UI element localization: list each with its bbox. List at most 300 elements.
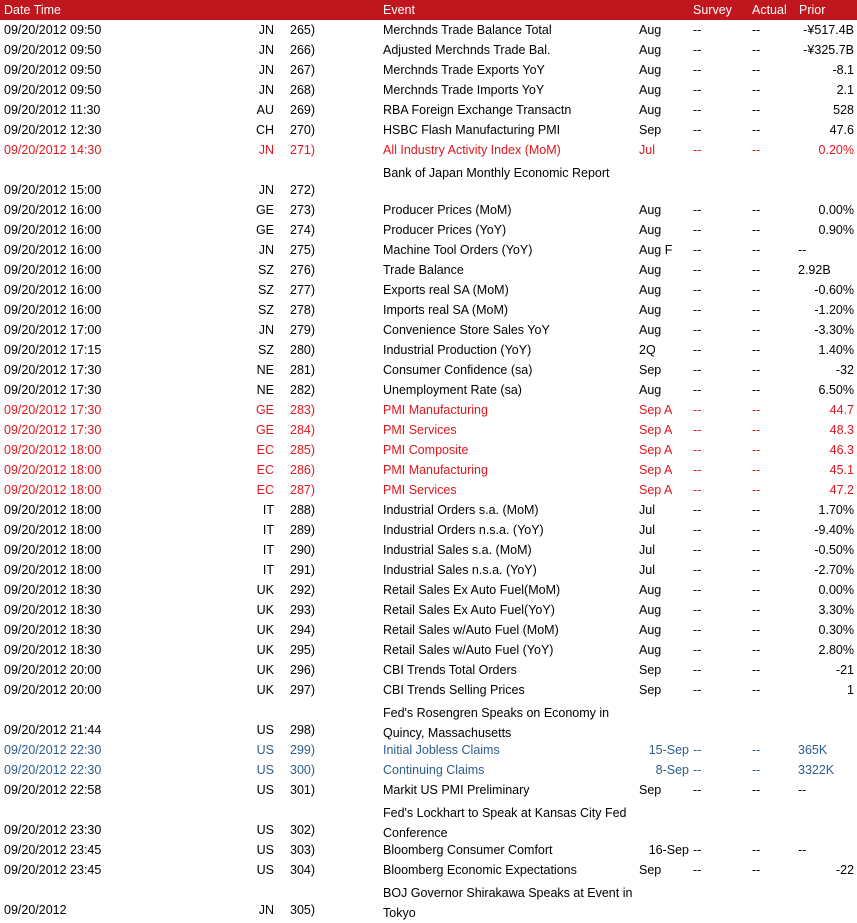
prior-cell: 0.30%	[818, 623, 854, 637]
period-cell: Aug F	[639, 243, 673, 257]
ticker-number-cell: 288)	[290, 503, 316, 517]
table-row[interactable]	[0, 560, 857, 580]
survey-cell: --	[693, 603, 702, 617]
event-cell: PMI Manufacturing	[383, 463, 488, 477]
table-row[interactable]	[0, 80, 857, 100]
survey-cell: --	[693, 563, 702, 577]
event-cell: Markit US PMI Preliminary	[383, 783, 530, 797]
prior-cell: -¥517.4B	[803, 23, 854, 37]
survey-cell: --	[693, 663, 702, 677]
ticker-number-cell: 301)	[290, 783, 316, 797]
country-cell: GE	[255, 203, 274, 217]
datetime-cell: 09/20/2012 16:00	[4, 303, 102, 317]
datetime-cell: 09/20/2012 21:44	[4, 723, 102, 737]
datetime-cell: 09/20/2012 22:30	[4, 743, 102, 757]
header-prior: Prior	[799, 3, 826, 17]
event-cell: PMI Services	[383, 423, 457, 437]
datetime-cell: 09/20/2012 18:00	[4, 543, 102, 557]
event-cell: Unemployment Rate (sa)	[383, 383, 522, 397]
datetime-cell: 09/20/2012 18:00	[4, 503, 102, 517]
ticker-number-cell: 275)	[290, 243, 316, 257]
country-cell: JN	[258, 143, 274, 157]
ticker-number-cell: 295)	[290, 643, 316, 657]
datetime-cell: 09/20/2012 09:50	[4, 63, 102, 77]
table-row[interactable]	[0, 580, 857, 600]
datetime-cell: 09/20/2012 17:30	[4, 423, 102, 437]
event-cell: HSBC Flash Manufacturing PMI	[383, 123, 561, 137]
table-row[interactable]	[0, 760, 857, 780]
country-cell: US	[256, 743, 274, 757]
actual-cell: --	[752, 583, 761, 597]
country-cell: SZ	[258, 263, 274, 277]
survey-cell: --	[693, 843, 702, 857]
prior-cell: 365K	[798, 743, 828, 757]
ticker-number-cell: 294)	[290, 623, 316, 637]
table-row[interactable]	[0, 480, 857, 500]
actual-cell: --	[752, 843, 761, 857]
table-row[interactable]	[0, 60, 857, 80]
country-cell: EC	[256, 443, 274, 457]
survey-cell: --	[693, 283, 702, 297]
period-cell: Aug	[639, 83, 662, 97]
prior-cell: 44.7	[829, 403, 854, 417]
ticker-number-cell: 278)	[290, 303, 316, 317]
period-cell: Sep A	[639, 463, 673, 477]
actual-cell: --	[752, 423, 761, 437]
country-cell: CH	[255, 123, 274, 137]
prior-cell: 45.1	[829, 463, 854, 477]
period-cell: Jul	[639, 523, 655, 537]
table-row[interactable]	[0, 140, 857, 160]
prior-cell: 1	[847, 683, 854, 697]
ticker-number-cell: 300)	[290, 763, 316, 777]
survey-cell: --	[693, 303, 702, 317]
table-row[interactable]	[0, 40, 857, 60]
country-cell: UK	[256, 663, 274, 677]
actual-cell: --	[752, 563, 761, 577]
event-cell: Trade Balance	[383, 263, 464, 277]
prior-cell: -0.60%	[814, 283, 854, 297]
actual-cell: --	[752, 143, 761, 157]
ticker-number-cell: 268)	[290, 83, 316, 97]
actual-cell: --	[752, 663, 761, 677]
header-survey: Survey	[693, 3, 732, 17]
actual-cell: --	[752, 263, 761, 277]
table-row[interactable]	[0, 600, 857, 620]
ticker-number-cell: 270)	[290, 123, 316, 137]
prior-cell: -8.1	[832, 63, 854, 77]
survey-cell: --	[693, 203, 702, 217]
prior-cell: 0.20%	[818, 143, 854, 157]
prior-cell: 2.92B	[798, 263, 831, 277]
period-cell: Aug	[639, 383, 662, 397]
actual-cell: --	[752, 683, 761, 697]
prior-cell: -21	[835, 663, 854, 677]
period-cell: Aug	[639, 603, 662, 617]
table-row[interactable]	[0, 400, 857, 420]
event-cell: Producer Prices (YoY)	[383, 223, 507, 237]
period-cell: Jul	[639, 503, 655, 517]
event-cell: Industrial Orders s.a. (MoM)	[383, 503, 539, 517]
period-cell: Aug	[639, 303, 662, 317]
period-cell: 8-Sep	[655, 763, 689, 777]
table-row[interactable]	[0, 700, 857, 740]
datetime-cell: 09/20/2012 09:50	[4, 83, 102, 97]
survey-cell: --	[693, 403, 702, 417]
header-event: Event	[383, 3, 415, 17]
ticker-number-cell: 266)	[290, 43, 316, 57]
event-cell: Industrial Production (YoY)	[383, 343, 532, 357]
actual-cell: --	[752, 243, 761, 257]
country-cell: EC	[256, 483, 274, 497]
table-row[interactable]	[0, 540, 857, 560]
actual-cell: --	[752, 403, 761, 417]
datetime-cell: 09/20/2012 18:00	[4, 523, 102, 537]
event-cell: Continuing Claims	[383, 763, 485, 777]
period-cell: Aug	[639, 103, 662, 117]
prior-cell: 6.50%	[818, 383, 854, 397]
period-cell: Jul	[639, 563, 655, 577]
survey-cell: --	[693, 683, 702, 697]
ticker-number-cell: 269)	[290, 103, 316, 117]
country-cell: US	[256, 843, 274, 857]
event-cell: CBI Trends Selling Prices	[383, 683, 525, 697]
datetime-cell: 09/20/2012 14:30	[4, 143, 102, 157]
country-cell: UK	[256, 623, 274, 637]
prior-cell: -3.30%	[814, 323, 854, 337]
event-cell: Merchnds Trade Imports YoY	[383, 83, 545, 97]
actual-cell: --	[752, 363, 761, 377]
event-cell: BOJ Governor Shirakawa Speaks at Event in Tokyo	[383, 886, 633, 920]
period-cell: Aug	[639, 583, 662, 597]
prior-cell: 1.40%	[818, 343, 854, 357]
datetime-cell: 09/20/2012 23:30	[4, 823, 102, 837]
ticker-number-cell: 289)	[290, 523, 316, 537]
table-row[interactable]	[0, 440, 857, 460]
datetime-cell: 09/20/2012 16:00	[4, 263, 102, 277]
actual-cell: --	[752, 383, 761, 397]
prior-cell: 0.00%	[818, 203, 854, 217]
country-cell: GE	[255, 423, 274, 437]
actual-cell: --	[752, 43, 761, 57]
table-row[interactable]	[0, 520, 857, 540]
datetime-cell: 09/20/2012 17:00	[4, 323, 102, 337]
ticker-number-cell: 265)	[290, 23, 316, 37]
table-row[interactable]	[0, 640, 857, 660]
table-row[interactable]	[0, 360, 857, 380]
event-cell: Bloomberg Economic Expectations	[383, 863, 577, 877]
country-cell: US	[256, 823, 274, 837]
ticker-number-cell: 281)	[290, 363, 316, 377]
event-cell: Adjusted Merchnds Trade Bal.	[383, 43, 551, 57]
period-cell: Sep	[639, 863, 662, 877]
prior-cell: -9.40%	[814, 523, 854, 537]
period-cell: Aug	[639, 63, 662, 77]
period-cell: Sep	[639, 683, 662, 697]
actual-cell: --	[752, 63, 761, 77]
actual-cell: --	[752, 643, 761, 657]
country-cell: JN	[258, 63, 274, 77]
datetime-cell: 09/20/2012 18:30	[4, 603, 102, 617]
table-row[interactable]	[0, 880, 857, 920]
actual-cell: --	[752, 103, 761, 117]
table-row[interactable]	[0, 800, 857, 840]
survey-cell: --	[693, 143, 702, 157]
event-cell: Merchnds Trade Balance Total	[383, 23, 552, 37]
actual-cell: --	[752, 623, 761, 637]
table-row[interactable]	[0, 840, 857, 860]
table-row[interactable]	[0, 500, 857, 520]
ticker-number-cell: 291)	[290, 563, 316, 577]
country-cell: JN	[258, 43, 274, 57]
ticker-number-cell: 285)	[290, 443, 316, 457]
actual-cell: --	[752, 523, 761, 537]
country-cell: US	[256, 763, 274, 777]
datetime-cell: 09/20/2012 09:50	[4, 23, 102, 37]
table-row[interactable]	[0, 660, 857, 680]
actual-cell: --	[752, 203, 761, 217]
ticker-number-cell: 272)	[290, 183, 316, 197]
survey-cell: --	[693, 383, 702, 397]
datetime-cell: 09/20/2012 18:00	[4, 463, 102, 477]
prior-cell: -32	[835, 363, 854, 377]
country-cell: SZ	[258, 343, 274, 357]
table-row[interactable]	[0, 100, 857, 120]
datetime-cell: 09/20/2012 23:45	[4, 843, 102, 857]
actual-cell: --	[752, 83, 761, 97]
datetime-cell: 09/20/2012 16:00	[4, 283, 102, 297]
header-row	[0, 0, 857, 20]
ticker-number-cell: 290)	[290, 543, 316, 557]
table-row[interactable]	[0, 420, 857, 440]
event-cell: PMI Services	[383, 483, 457, 497]
event-cell: Exports real SA (MoM)	[383, 283, 509, 297]
country-cell: IT	[262, 503, 274, 517]
datetime-cell: 09/20/2012 18:00	[4, 483, 102, 497]
country-cell: AU	[256, 103, 274, 117]
ticker-number-cell: 274)	[290, 223, 316, 237]
survey-cell: --	[693, 583, 702, 597]
event-cell: Producer Prices (MoM)	[383, 203, 512, 217]
table-row[interactable]	[0, 740, 857, 760]
country-cell: UK	[256, 583, 274, 597]
period-cell: Sep	[639, 363, 662, 377]
survey-cell: --	[693, 103, 702, 117]
event-cell: Convenience Store Sales YoY	[383, 323, 550, 337]
datetime-cell: 09/20/2012 18:00	[4, 563, 102, 577]
country-cell: JN	[258, 83, 274, 97]
datetime-cell: 09/20/2012 20:00	[4, 683, 102, 697]
survey-cell: --	[693, 63, 702, 77]
prior-cell: 48.3	[829, 423, 854, 437]
table-row[interactable]	[0, 20, 857, 40]
ticker-number-cell: 283)	[290, 403, 316, 417]
actual-cell: --	[752, 543, 761, 557]
period-cell: Sep A	[639, 403, 673, 417]
country-cell: JN	[258, 323, 274, 337]
actual-cell: --	[752, 743, 761, 757]
table-row[interactable]	[0, 460, 857, 480]
table-row[interactable]	[0, 200, 857, 220]
event-cell: Bank of Japan Monthly Economic Report	[383, 166, 610, 180]
country-cell: US	[256, 863, 274, 877]
datetime-cell: 09/20/2012 17:30	[4, 383, 102, 397]
datetime-cell: 09/20/2012 22:58	[4, 783, 102, 797]
ticker-number-cell: 298)	[290, 723, 316, 737]
actual-cell: --	[752, 23, 761, 37]
country-cell: NE	[256, 383, 274, 397]
table-row[interactable]	[0, 300, 857, 320]
period-cell: Jul	[639, 143, 655, 157]
period-cell: Aug	[639, 223, 662, 237]
event-cell: Initial Jobless Claims	[383, 743, 500, 757]
datetime-cell: 09/20/2012 16:00	[4, 223, 102, 237]
country-cell: UK	[256, 603, 274, 617]
actual-cell: --	[752, 783, 761, 797]
event-cell: Imports real SA (MoM)	[383, 303, 509, 317]
actual-cell: --	[752, 123, 761, 137]
survey-cell: --	[693, 783, 702, 797]
country-cell: IT	[262, 523, 274, 537]
survey-cell: --	[693, 503, 702, 517]
survey-cell: --	[693, 763, 702, 777]
period-cell: Aug	[639, 323, 662, 337]
table-row[interactable]	[0, 340, 857, 360]
period-cell: 15-Sep	[648, 743, 689, 757]
table-row[interactable]	[0, 120, 857, 140]
table-row[interactable]	[0, 780, 857, 800]
ticker-number-cell: 302)	[290, 823, 316, 837]
datetime-cell: 09/20/2012 20:00	[4, 663, 102, 677]
prior-cell: 0.90%	[818, 223, 854, 237]
period-cell: Sep	[639, 663, 662, 677]
ticker-number-cell: 286)	[290, 463, 316, 477]
table-row[interactable]	[0, 320, 857, 340]
datetime-cell: 09/20/2012 18:30	[4, 623, 102, 637]
table-row[interactable]	[0, 380, 857, 400]
table-row[interactable]	[0, 160, 857, 200]
survey-cell: --	[693, 523, 702, 537]
ticker-number-cell: 304)	[290, 863, 316, 877]
survey-cell: --	[693, 543, 702, 557]
survey-cell: --	[693, 643, 702, 657]
ticker-number-cell: 299)	[290, 743, 316, 757]
ticker-number-cell: 273)	[290, 203, 316, 217]
actual-cell: --	[752, 443, 761, 457]
ticker-number-cell: 282)	[290, 383, 316, 397]
actual-cell: --	[752, 863, 761, 877]
datetime-cell: 09/20/2012 23:45	[4, 863, 102, 877]
survey-cell: --	[693, 223, 702, 237]
table-row[interactable]	[0, 240, 857, 260]
ticker-number-cell: 292)	[290, 583, 316, 597]
country-cell: JN	[258, 183, 274, 197]
period-cell: Jul	[639, 543, 655, 557]
prior-cell: --	[798, 783, 807, 797]
ticker-number-cell: 271)	[290, 143, 316, 157]
ticker-number-cell: 276)	[290, 263, 316, 277]
period-cell: 2Q	[639, 343, 656, 357]
prior-cell: 528	[833, 103, 854, 117]
header-actual: Actual	[752, 3, 787, 17]
period-cell: Aug	[639, 263, 662, 277]
country-cell: GE	[255, 403, 274, 417]
event-cell: Fed's Rosengren Speaks on Economy in Quincy, Massachusetts	[383, 706, 610, 740]
survey-cell: --	[693, 343, 702, 357]
actual-cell: --	[752, 603, 761, 617]
ticker-number-cell: 277)	[290, 283, 316, 297]
event-cell: Industrial Orders n.s.a. (YoY)	[383, 523, 544, 537]
prior-cell: -¥325.7B	[803, 43, 854, 57]
ticker-number-cell: 280)	[290, 343, 316, 357]
country-cell: US	[256, 723, 274, 737]
prior-cell: -1.20%	[814, 303, 854, 317]
ticker-number-cell: 297)	[290, 683, 316, 697]
country-cell: UK	[256, 683, 274, 697]
ticker-number-cell: 293)	[290, 603, 316, 617]
ticker-number-cell: 284)	[290, 423, 316, 437]
table-row[interactable]	[0, 220, 857, 240]
period-cell: Aug	[639, 43, 662, 57]
country-cell: SZ	[258, 283, 274, 297]
table-row[interactable]	[0, 620, 857, 640]
period-cell: Aug	[639, 203, 662, 217]
table-row[interactable]	[0, 680, 857, 700]
event-cell: Bloomberg Consumer Comfort	[383, 843, 553, 857]
prior-cell: --	[798, 843, 807, 857]
datetime-cell: 09/20/2012 16:00	[4, 203, 102, 217]
prior-cell: 47.6	[829, 123, 854, 137]
survey-cell: --	[693, 363, 702, 377]
country-cell: GE	[255, 223, 274, 237]
actual-cell: --	[752, 343, 761, 357]
country-cell: EC	[256, 463, 274, 477]
country-cell: NE	[256, 363, 274, 377]
datetime-cell: 09/20/2012 16:00	[4, 243, 102, 257]
event-rows	[0, 20, 857, 920]
event-cell: CBI Trends Total Orders	[383, 663, 517, 677]
datetime-cell: 09/20/2012 12:30	[4, 123, 102, 137]
ticker-number-cell: 279)	[290, 323, 316, 337]
period-cell: Aug	[639, 23, 662, 37]
table-row[interactable]	[0, 860, 857, 880]
table-row[interactable]	[0, 260, 857, 280]
actual-cell: --	[752, 763, 761, 777]
survey-cell: --	[693, 443, 702, 457]
survey-cell: --	[693, 483, 702, 497]
prior-cell: -22	[835, 863, 854, 877]
survey-cell: --	[693, 23, 702, 37]
event-cell: Retail Sales Ex Auto Fuel(YoY)	[383, 603, 555, 617]
datetime-cell: 09/20/2012	[4, 903, 67, 917]
period-cell: Sep A	[639, 483, 673, 497]
event-cell: Industrial Sales n.s.a. (YoY)	[383, 563, 537, 577]
period-cell: Sep A	[639, 423, 673, 437]
table-row[interactable]	[0, 280, 857, 300]
survey-cell: --	[693, 323, 702, 337]
country-cell: JN	[258, 903, 274, 917]
event-cell: Retail Sales Ex Auto Fuel(MoM)	[383, 583, 561, 597]
ticker-number-cell: 296)	[290, 663, 316, 677]
prior-cell: 2.1	[836, 83, 854, 97]
actual-cell: --	[752, 323, 761, 337]
country-cell: JN	[258, 23, 274, 37]
prior-cell: --	[798, 243, 807, 257]
event-cell: Machine Tool Orders (YoY)	[383, 243, 533, 257]
datetime-cell: 09/20/2012 11:30	[4, 103, 101, 117]
period-cell: Aug	[639, 623, 662, 637]
actual-cell: --	[752, 283, 761, 297]
